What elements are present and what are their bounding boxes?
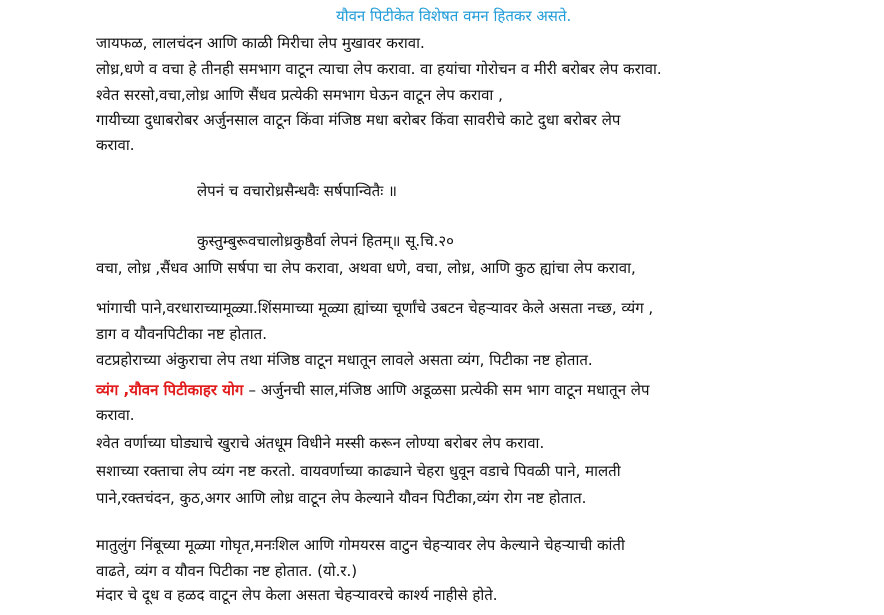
paragraph-line: वचा, लोध्र ,सैंधव आणि सर्षपा चा लेप करावा, अथवा धणे, वचा, लोध्र, आणि कुठ ह्यांचा लेप करावा, [96,259,636,277]
paragraph-line: वाढते, व्यंग व यौवन पिटीका नष्ट होतात. (यो.र.) [96,562,358,580]
paragraph-line: करावा. [96,406,135,424]
paragraph-line: सशाच्या रक्ताचा लेप व्यंग नष्ट करतो. वायवर्णाच्या काढ्याने चेहरा धुवून वडाचे पिवळी पाने, मालती [96,462,621,480]
document-title: यौवन पिटीकेत विशेषत वमन हितकर असते. [336,7,572,25]
highlight-text: – अर्जुनची साल,मंजिष्ठ आणि अडूळसा प्रत्येकी सम भाग वाटून मधातून लेप [248,381,650,399]
paragraph-line: जायफळ, लालचंदन आणि काळी मिरीचा लेप मुखावर करावा. [96,34,425,52]
shloka-line: कुस्तुम्बुरूवचालोध्रकुष्ठैर्वा लेपनं हितम्॥ सू.चि.२० [197,232,454,250]
paragraph-line: गायीच्या दुधाबरोबर अर्जुनसाल वाटून किंवा मंजिष्ठ मधा बरोबर किंवा सावरीचे काटे दुधा बरोबर लेप [96,111,621,129]
paragraph-line: भांगाची पाने,वरधाराच्यामूळ्या.शिंसमाच्या मूळ्या ह्यांच्या चूर्णांचे उबटन चेहऱ्यावर केले असता नच्छ, व्यंग , [96,299,654,317]
paragraph-line: लोध्र,धणे व वचा हे तीनही समभाग वाटून त्याचा लेप करावा. वा हयांचा गोरोचन व मीरी बरोबर लेप करावा. [96,60,662,78]
paragraph-line: पाने,रक्तचंदन, कुठ,अगर आणि लोध्र वाटून लेप केल्याने यौवन पिटीका,व्यंग रोग नष्ट होतात. [96,489,587,507]
paragraph-line: श्वेत सरसो,वचा,लोध्र आणि सैंधव प्रत्येकी समभाग घेऊन वाटून लेप करावा , [96,86,503,104]
paragraph-line: मातुलुंग निंबूच्या मूळ्या गोघृत,मनःशिल आणि गोमयरस वाटुन चेहऱ्यावर लेप केल्याने चेहऱ्याची कांती [96,536,625,554]
shloka-line: लेपनं च वचारोध्रसैन्धवैः सर्षपान्वितैः ॥ [197,182,397,200]
highlight-label: व्यंग ,यौवन पिटीकाहर योग [96,381,249,399]
highlight-line [96,380,650,400]
paragraph-line: मंदार चे दूध व हळद वाटून लेप केला असता चेहऱ्यावरचे कार्श्य नाहीसे होते. [96,586,498,604]
paragraph-line: श्वेत वर्णाच्या घोड्याचे खुराचे अंतधूम विधीने मस्सी करून लोण्या बरोबर लेप करावा. [96,434,545,452]
paragraph-line: करावा. [96,136,135,154]
paragraph-line: डाग व यौवनपिटीका नष्ट होतात. [96,325,267,343]
paragraph-line: वटप्रहोराच्या अंकुराचा लेप तथा मंजिष्ठ वाटून मधातून लावले असता व्यंग, पिटीका नष्ट होतात. [96,351,593,369]
